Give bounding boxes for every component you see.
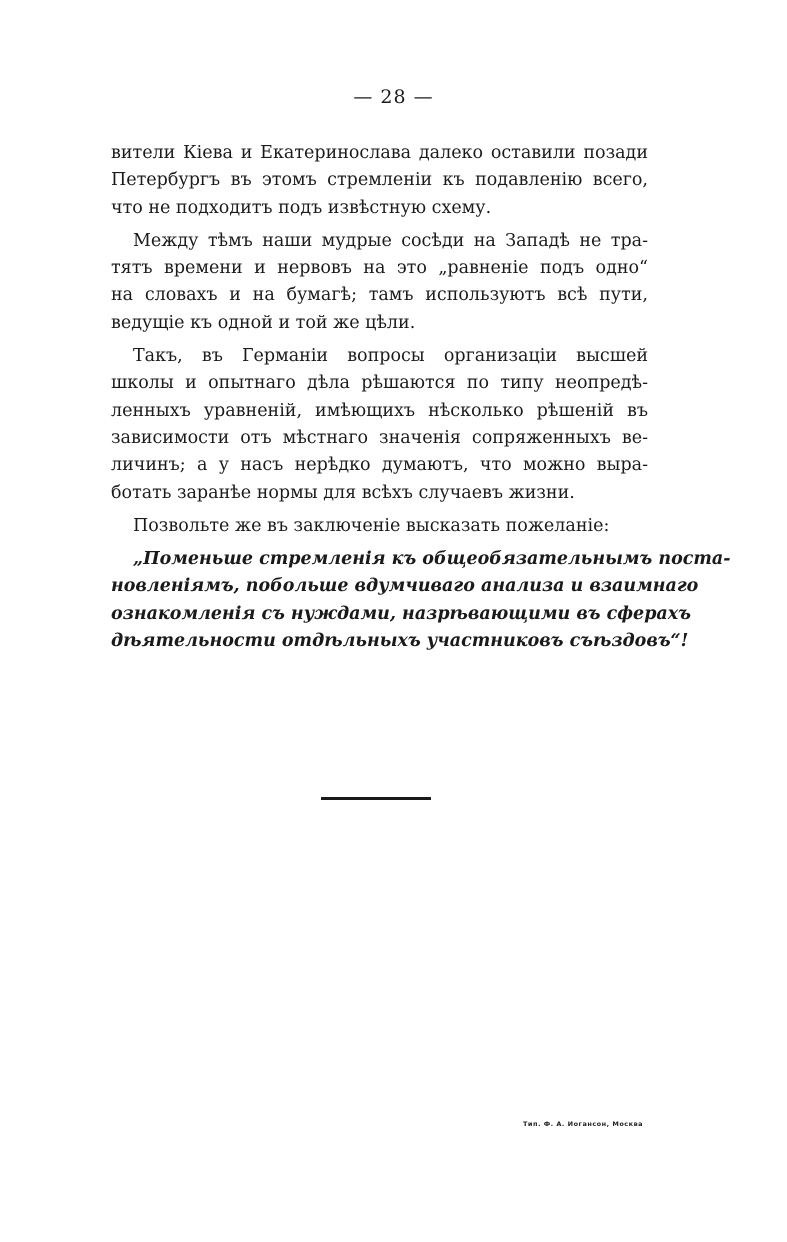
body-text [111, 140, 731, 655]
text-line: ботать заранѣе нормы для всѣхъ случаевъ жизни. [111, 482, 575, 503]
text-line: школы и опытнаго дѣла рѣшаются по типу неопредѣ- [111, 373, 648, 394]
text-line: ознакомленія съ нуждами, назрѣвающими въ сферахъ [111, 603, 691, 624]
paragraph-2 [111, 228, 648, 337]
printer-mark: Тип. Ф. А. Иогансон, Москва [523, 1120, 644, 1128]
text-line: Петербургъ въ этомъ стремленіи къ подавленію всего, [111, 170, 648, 191]
text-line: ленныхъ уравненій, имѣющихъ нѣсколько рѣшеній въ [111, 400, 648, 421]
paragraph-1 [111, 140, 648, 222]
text-line: личинъ; а у насъ нерѣдко думаютъ, что можно выра- [111, 455, 648, 476]
text-line: Между тѣмъ наши мудрые сосѣди на Западѣ не тра- [133, 230, 648, 251]
text-line: что не подходитъ подъ извѣстную схему. [111, 197, 492, 218]
paragraph-4 [111, 513, 648, 540]
closing-quote [111, 546, 731, 655]
text-line: ведущіе къ одной и той же цѣли. [111, 312, 416, 333]
page-number: — 28 — [353, 86, 434, 108]
text-line: новленіямъ, побольше вдумчиваго анализа и взаимнаго [111, 576, 699, 597]
paragraph-3 [111, 343, 648, 507]
text-line: „Поменьше стремленія къ общеобязательнымъ поста- [133, 549, 731, 570]
section-divider [321, 797, 431, 800]
text-line: тятъ времени и нервовъ на это „равненіе подъ одно“ [111, 258, 648, 279]
text-line: вители Кіева и Екатеринослава далеко оставили позади [111, 143, 648, 163]
text-line: зависимости отъ мѣстнаго значенія сопряженныхъ ве- [111, 427, 648, 448]
text-line: Такъ, въ Германіи вопросы организаціи высшей [133, 346, 648, 367]
text-line: дѣятельности отдѣльныхъ участниковъ съѣздовъ“! [111, 631, 689, 652]
text-line: Позвольте же въ заключеніе высказать пожеланіе: [133, 515, 610, 536]
text-line: на словахъ и на бумагѣ; тамъ используютъ всѣ пути, [111, 285, 648, 306]
